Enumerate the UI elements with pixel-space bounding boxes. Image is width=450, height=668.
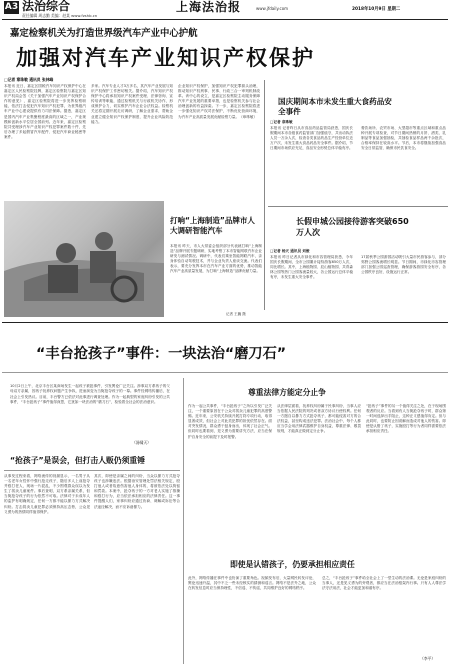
feature-headline: “丰台抢孩子”事件：一块法治“磨刀石” xyxy=(36,346,287,362)
section-badge: A3 xyxy=(4,2,19,12)
site-url: www.jfdaily.com xyxy=(256,6,289,11)
feature-col-7: 总之，“丰台抢孩子”事件给全社会上了一堂生动的法治课。无论是家庭纠纷的当事人，还是见义勇为的旁观者，都应当在法治框架内行事。只有人人尊法学法守法用法，社会才能更加和谐有序。 xyxy=(322,576,446,591)
right-mid-body-a: 本报讯 昨日记者从市绿化和市容管理局获悉，今年国庆长假期间，全市公园累计接待游客650万人次，同比增长。其中，上海植物园、辰山植物园、共青森林公园等热门公园客流量较大，各公园运行总体平稳有序，未发生重大安全事件。 xyxy=(270,255,353,280)
feature-top-rule xyxy=(2,322,448,323)
photo-illustration xyxy=(4,201,164,317)
feature-col-5: “抢孩子”事件的另一个值得关注之处，在于现场围观者的反应。当看到有人当街抢夺孩子时，群众第一时间选择出手阻止，这种正义感值得肯定。但与此同时，也要防止因误解而造成对他人的伤害。即使是认错了孩子，实施殴打等行为者同样需要依法承担相应责任。 xyxy=(366,404,446,434)
feature-subhead-1: “抢孩子”是误会，但打击人贩仍须重锤 xyxy=(10,456,145,465)
right-separator xyxy=(268,206,448,207)
lead-body-left: 本报讯 近日，嘉定区国税汽车知识产权保护中心在嘉定区人民检察院挂牌，嘉定区检察院与嘉定区知识产权局会签《关于加强汽车产业知识产权保护合作的意见》，嘉定区检察院将进一步发挥检察职能，依法打击侵犯汽车知识产权犯罪，为世界级汽车产业中心建设提供有力司法保障。据悉，嘉定区是国内汽车产业集聚程度最高的区域之一，产业规模和创新水平位居全国前列。近年来，嘉定区检察院共受理涉汽车产业知识产权犯罪案件数十件，先后办理了多起假冒汽车配件、侵犯汽车商业秘密等案件。 xyxy=(4,84,86,139)
feature-col-4: 从法律层面看，抚养权纠纷属于民事纠纷，当事人应当依据人民法院的判决或者双方协议行使权利。任何一方擅自以暴力方式抢夺孩子，都可能侵害对方的合法权益，甚至构成违法犯罪。法治社会中，每个人都应当学会用法律武器维护自身权益，尊重法律、敬畏规则，才能真正做到定分止争。 xyxy=(277,404,361,434)
feature-title-rule xyxy=(2,372,448,373)
right-mid-headline: 长假申城公园接待游客突破650万人次 xyxy=(296,217,409,237)
feature-subhead-2: 尊重法律方能定分止争 xyxy=(248,388,326,397)
column-divider-v2 xyxy=(183,378,184,664)
news-photo xyxy=(4,201,164,317)
lead-body-mid: 多家。汽车专业人才3万多名，其汽车产业发展与知识产权保护工作密切相关。据介绍，汽车知识产权保护中心将承担知识产权案件受理、法律咨询、宣传培训等职能，通过检察机关与行政机关协作，形成保护合力，切实维护汽车企业合法权益。检察机关还将定期开展走访调研，了解企业需求，帮助企业建立健全知识产权保护制度，提升企业风险防范能力。 xyxy=(91,84,173,124)
subhead-1-rule xyxy=(4,470,180,471)
paper-logo: 上海法治报 xyxy=(176,0,242,14)
photo-caption-heading: 打响“上海制造”品牌市人大调研智能汽车 xyxy=(170,216,255,235)
lead-kicker: 嘉定检察机关为打造世界级汽车产业中心护航 xyxy=(10,28,198,39)
right-mid-byline: □记者 杨天 通讯员 刘俊 xyxy=(270,249,310,253)
feature-intro: 10月2日上午，北京丰台区某商场发生一起孩子被抢事件，引发舆论广泛关注。涉事双方系孩子的父母双方亲属，因孩子抚养权问题产生争执，进而演变为当街抢夺孩子的一幕。事件经网络传播后，在社会上引发热议。目前，丰台警方已依法对此事进行调查处理。作为一起典型的家庭纠纷引发的公共事件，“丰台抢孩子”事件值得深思，它犹如一块法治的“磨刀石”，检验着全社会的法治意识。 xyxy=(10,384,170,405)
feature-col-7-author: （李平） xyxy=(420,656,436,661)
feature-col-6: 此外，网络传播在事件中也扮演了重要角色。视频发布后，大量网民转发评论，舆论迅速升温，其中不乏一些未经核实的猜测和谣言。网络不是法外之地，公众在转发信息时应当保持理性，不信谣、不传谣，共同维护良好的网络秩序。 xyxy=(188,576,316,591)
feature-intro-author: （汤啸天） xyxy=(132,440,151,445)
right-top-byline: □记者 章珠敏 xyxy=(270,120,293,124)
date-line: 2018年10月9日 星期二 xyxy=(352,7,401,12)
meta-line: 责任编辑 周志勤 美编：赵某 www.fzshb.cn xyxy=(22,13,98,18)
lead-byline: □记者 章珠敏 通讯员 张林峰 xyxy=(4,77,54,82)
lead-body-right: 企业知识产权保护，加强知识产权犯罪源头治理，推动知识产权刑事、民事、行政三合一审判机制改革。该中心的设立，是嘉定区检察院主动服务保障汽车产业发展的重要举措，也是检察机关参与社会治理创新的有益探索。下一步，嘉定区检察院将进一步强化知识产权司法保护，不断优化营商环境，为汽车产业高质量发展贡献检察力量。（章珠敏） xyxy=(178,84,260,119)
photo-caption-body: 本报讯 昨天，市人大常委会组织部分代表就打响“上海制造”品牌开展专题调研，实地考察了本市智能网联汽车企业研发与测试情况。调研中，代表们乘坐智能网联汽车，亲身体验自动驾驶技术，并与企业负责人座谈交流。代表们表示，要充分发挥本市在汽车产业方面的优势，推动智能汽车产业高质量发展，为打响“上海制造”品牌贡献力量。 xyxy=(170,244,262,274)
masthead-rule xyxy=(2,19,448,20)
right-top-body-b: 餐饮场所、农贸市场、大型超市等重点区域和重点品种开展专项检查，对节日期间热销的月饼、酒类、乳制品等食品加强抽检，共抽检食品样品两千余批次，合格率保持在较高水平。节后，本市将继续加强食品安全日常监管，确保市民饮食安全。 xyxy=(361,126,446,151)
right-mid-body-b: 17届秋季公园游园活动吸引大量市民游客参与，部分郊野公园客流增长明显。节日期间，市绿化市容管理部门加强公园巡查管理，确保游客游园安全有序，各公园秩序良好，设施运行正常。 xyxy=(361,255,446,275)
feature-col-3: 作为一起公共事件，“丰台抢孩子”之所以引发广泛关注，一个重要原因在于公众对拐卖儿童犯罪的高度警惕。近年来，公安机关持续开展打拐专项行动，取得显著成效，但社会上对此类犯罪的担忧依然存在。面对突发情况，群众勇于挺身而出，体现了社会正气。但同时也要看到，见义勇为需要讲究方法，应当在保护自身安全的前提下及时报警。 xyxy=(188,404,272,439)
feature-col-2: 其次，即使是亲属之间的纠纷，当众以暴力方式抢夺孩子也涉嫌违法。根据治安管理处罚法相关规定，殴打他人或者故意伤害他人身体的，将被依法处以拘留和罚款。本案中，抢夺孩子的一方对老人实施了推搡和殴打行为，应当依法承担相应的法律责任。这一事件提醒人们，家事纠纷应通过协商、调解或诉讼等合法途径解决，而不应诉诸暴力。 xyxy=(94,474,180,509)
feature-subhead-3: 即使是认错孩子，仍要承担相应责任 xyxy=(230,560,355,569)
section-title: 法治综合 xyxy=(22,0,71,13)
photo-credit: 记者 王巍 摄 xyxy=(226,312,246,316)
right-top-body-a: 本报讯 记者昨日从市食品药品监管局获悉，国庆长假期间本市各级食药监管部门加强值守，共出动执法人员一万余人次，检查各类食品药品生产经营单位近万户次，未发生重大食品药品安全事件。据介绍，节日期间市场供应充足，食品安全形势总体平稳有序。 xyxy=(270,126,353,151)
column-divider-v1 xyxy=(264,80,265,310)
masthead xyxy=(0,0,450,18)
feature-col-1: 从事发过程来看，网络流传的视频显示，一名男子从一名老年女性怀中强行抢走孩子，随后多人上前抢夺并殴打老人，现场一片混乱，不少围观群众误以为发生了拐卖儿童案件。事后查明，双方系亲属关系，但当街抢夺孩子的行为依然不可取。法律对于未成年人的监护有明确规定，任何一方都不能以暴力方式解决纠纷。打击拐卖儿童犯罪必须保持高压态势，公众见义勇为的热情同样值得保护。 xyxy=(4,474,90,514)
right-top-headline: 国庆期间本市未发生重大食药品安全事件 xyxy=(278,97,392,116)
lead-headline: 加强对汽车产业知识产权保护 xyxy=(16,46,315,70)
